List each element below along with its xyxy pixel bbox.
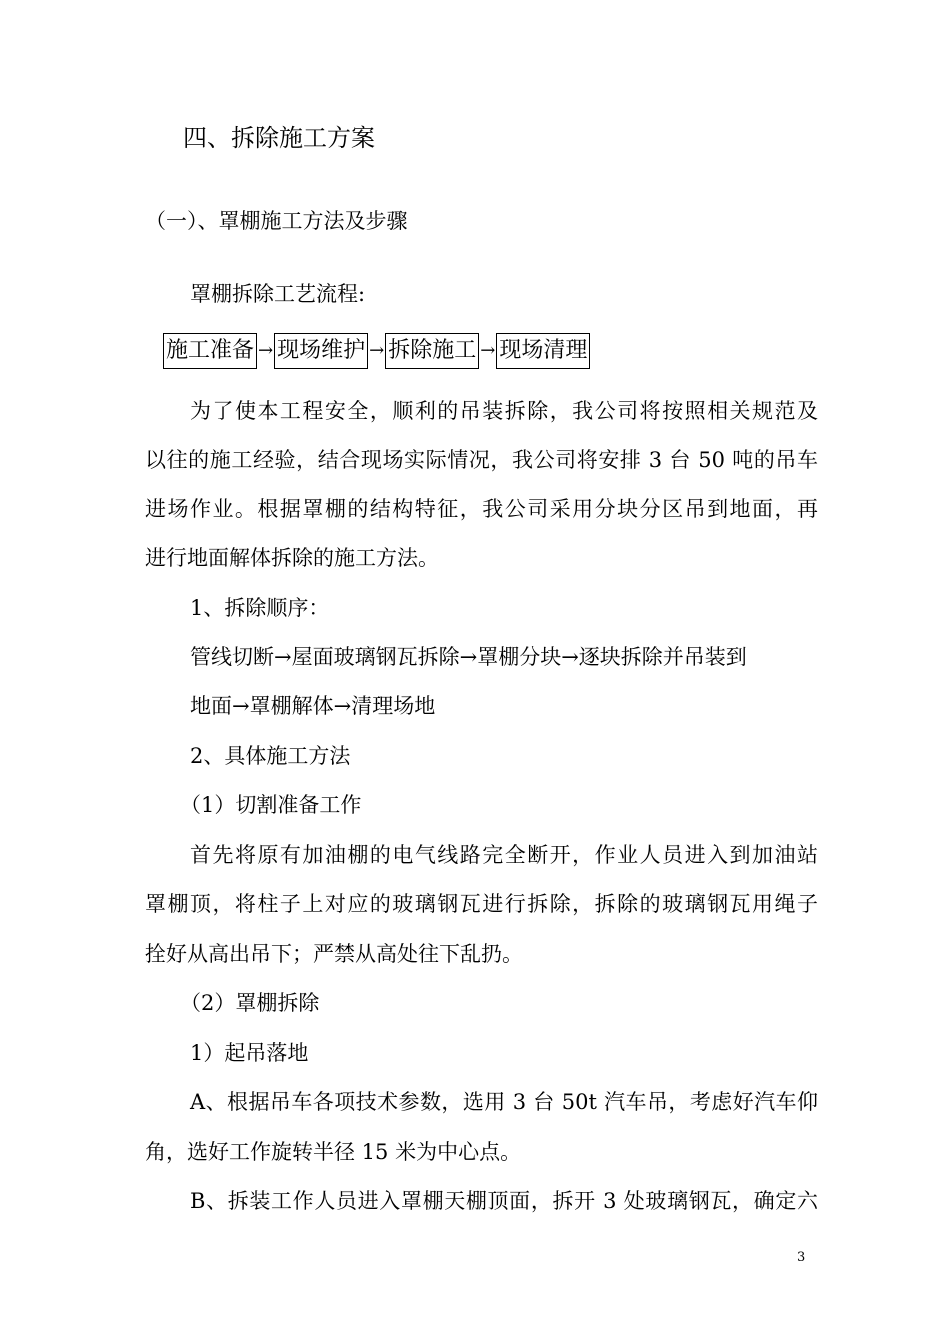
flow-step-cleanup: 现场清理 [496,333,590,369]
page-number: 3 [797,1250,806,1265]
paragraph-line: 进场作业。根据罩棚的结构特征，我公司采用分块分区吊到地面，再 [145,497,818,521]
subitem-heading: （2）罩棚拆除 [180,991,320,1015]
flow-title: 罩棚拆除工艺流程: [190,282,366,306]
flow-step-demolish: 拆除施工 [385,333,479,369]
process-flow [163,332,590,370]
flow-arrow: → [369,340,385,361]
sequence-line: 管线切断→屋面玻璃钢瓦拆除→罩棚分块→逐块拆除并吊装到 [190,645,747,669]
paragraph-line: A、根据吊车各项技术参数，选用 3 台 50t 汽车吊，考虑好汽车仰 [190,1090,818,1114]
flow-arrow: → [258,340,274,361]
item-heading: 2、具体施工方法 [190,744,351,768]
paragraph-line: 以往的施工经验，结合现场实际情况，我公司将安排 3 台 50 吨的吊车 [145,448,818,472]
paragraph-line: 进行地面解体拆除的施工方法。 [145,546,439,570]
section-heading: 四、拆除施工方案 [183,124,375,152]
sequence-line: 地面→罩棚解体→清理场地 [190,694,436,718]
flow-step-prepare: 施工准备 [163,333,257,369]
subitem-heading: 1）起吊落地 [190,1041,309,1065]
paragraph-line: B、拆装工作人员进入罩棚天棚顶面，拆开 3 处玻璃钢瓦，确定六 [190,1189,818,1213]
subitem-heading: （1）切割准备工作 [180,793,362,817]
flow-step-maintain: 现场维护 [274,333,368,369]
subsection-heading: （一）、罩棚施工方法及步骤 [145,209,408,233]
item-heading: 1、拆除顺序： [190,596,330,620]
paragraph-line: 罩棚顶，将柱子上对应的玻璃钢瓦进行拆除，拆除的玻璃钢瓦用绳子 [145,892,818,916]
paragraph-line: 首先将原有加油棚的电气线路完全断开，作业人员进入到加油站 [190,843,818,867]
flow-arrow: → [480,340,496,361]
paragraph-line: 角，选好工作旋转半径 15 米为中心点。 [145,1140,522,1164]
paragraph-line: 为了使本工程安全，顺利的吊装拆除，我公司将按照相关规范及 [190,399,818,423]
paragraph-line: 拴好从高出吊下；严禁从高处往下乱扔。 [145,942,523,966]
